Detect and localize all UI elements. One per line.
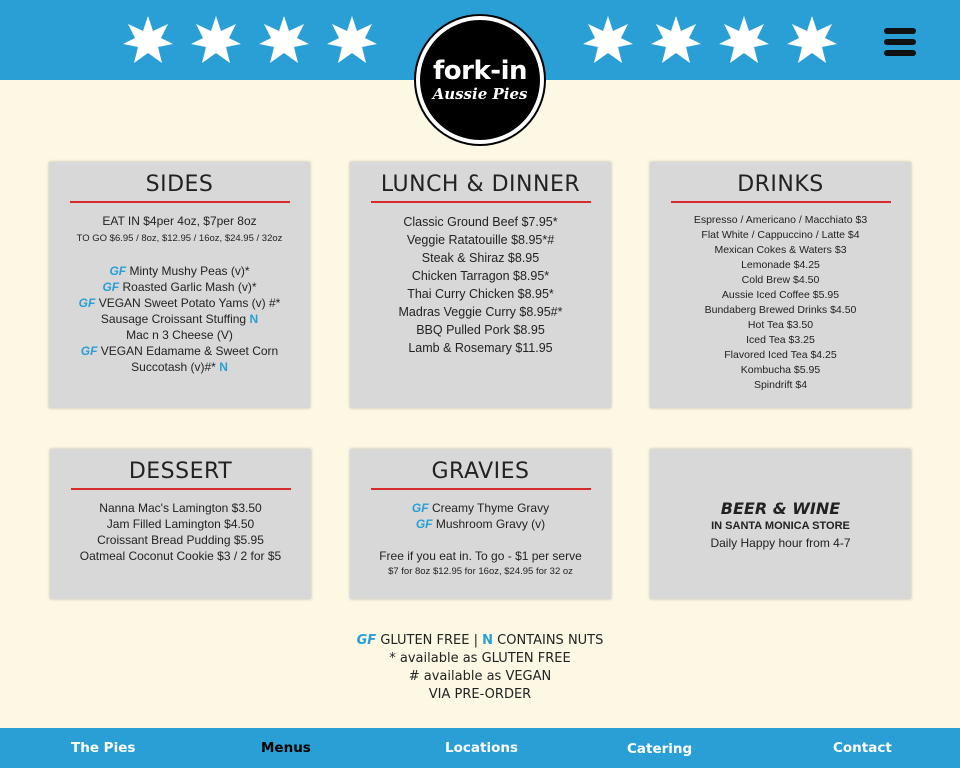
gravies-title: GRAVIES (371, 459, 591, 490)
legend-vegan-available: # available as VEGAN (408, 669, 552, 684)
gf-badge: GF (80, 344, 98, 358)
list-item: Veggie Ratatouille $8.95*# (406, 233, 555, 247)
star-icon (122, 14, 174, 66)
nav-the-pies[interactable]: The Pies (71, 740, 136, 756)
lunch-title: LUNCH & DINNER (371, 172, 591, 203)
list-item: Thai Curry Chicken $8.95* (407, 287, 554, 301)
legend-preorder: VIA PRE-ORDER (428, 687, 532, 702)
dessert-card (50, 449, 311, 599)
lunch-dinner-card (350, 162, 611, 408)
nut-badge: N (249, 312, 259, 326)
legend-line: GF GLUTEN FREE | N CONTAINS NUTS (356, 633, 604, 648)
list-item: Croissant Bread Pudding $5.95 (97, 533, 264, 547)
hamburger-line (884, 39, 916, 45)
nav-locations[interactable]: Locations (445, 740, 518, 756)
nav-contact[interactable]: Contact (833, 740, 892, 756)
list-item: Succotash (v)#* N (131, 360, 228, 374)
list-item: Flat White / Cappuccino / Latte $4 (701, 229, 860, 241)
sides-card (49, 162, 310, 408)
beer-wine-card (650, 449, 911, 599)
star-icon (326, 14, 378, 66)
logo-main-text: fork-in (433, 56, 527, 86)
list-item: Nanna Mac's Lamington $3.50 (99, 501, 262, 515)
list-item: Mac n 3 Cheese (V) (126, 328, 233, 342)
gf-badge: GF (415, 517, 433, 531)
dietary-legend (280, 632, 680, 704)
gf-badge: GF (109, 264, 127, 278)
list-item: GF Roasted Garlic Mash (v)* (102, 280, 257, 294)
list-item: Aussie Iced Coffee $5.95 (721, 289, 840, 301)
list-item: Cold Brew $4.50 (741, 274, 820, 286)
list-item: GF Creamy Thyme Gravy (411, 501, 550, 515)
list-item: Sausage Croissant Stuffing N (100, 312, 259, 326)
list-item: Flavored Iced Tea $4.25 (724, 349, 837, 361)
list-item: Spindrift $4 (753, 379, 808, 391)
gf-badge: GF (356, 633, 377, 648)
drinks-title: DRINKS (671, 172, 891, 203)
nav-menus[interactable]: Menus (261, 740, 311, 756)
list-item: Hot Tea $3.50 (747, 319, 814, 331)
gravies-free-note: Free if you eat in. To go - $1 per serve (379, 549, 582, 563)
gravies-price-note: $7 for 8oz $12.95 for 16oz, $24.95 for 32 oz (388, 566, 573, 577)
list-item: Classic Ground Beef $7.95* (403, 215, 558, 229)
list-item: GF Minty Mushy Peas (v)* (109, 264, 250, 278)
star-icon (258, 14, 310, 66)
sides-title: SIDES (70, 172, 290, 203)
hamburger-menu-icon[interactable] (884, 28, 916, 56)
list-item: Mexican Cokes & Waters $3 (714, 244, 847, 256)
list-item: Lamb & Rosemary $11.95 (408, 341, 553, 355)
star-icon (582, 14, 634, 66)
list-item: Chicken Tarragon $8.95* (411, 269, 550, 283)
list-item: Kombucha $5.95 (740, 364, 821, 376)
list-item: Bundaberg Brewed Drinks $4.50 (704, 304, 857, 316)
hamburger-line (884, 50, 916, 56)
logo[interactable] (416, 16, 544, 144)
gf-badge: GF (102, 280, 120, 294)
list-item: Iced Tea $3.25 (746, 334, 815, 346)
list-item: GF Mushroom Gravy (v) (415, 517, 546, 531)
sides-to-go: TO GO $6.95 / 8oz, $12.95 / 16oz, $24.95 / 32oz (76, 233, 283, 244)
star-icon (190, 14, 242, 66)
sides-eat-in: EAT IN $4per 4oz, $7per 8oz (102, 214, 257, 228)
list-item: Jam Filled Lamington $4.50 (106, 517, 255, 531)
beer-title: BEER & WINE (720, 499, 841, 518)
gf-badge: GF (78, 296, 96, 310)
hamburger-line (884, 28, 916, 34)
dessert-title: DESSERT (71, 459, 291, 490)
list-item: BBQ Pulled Pork $8.95 (416, 323, 545, 337)
list-item: Madras Veggie Curry $8.95#* (398, 305, 563, 319)
list-item: Steak & Shiraz $8.95 (421, 251, 540, 265)
list-item: GF VEGAN Sweet Potato Yams (v) #* (78, 296, 281, 310)
star-icon (650, 14, 702, 66)
beer-hours: Daily Happy hour from 4-7 (710, 536, 851, 550)
star-icon (718, 14, 770, 66)
logo-sub-text: Aussie Pies (432, 85, 528, 103)
star-icon (786, 14, 838, 66)
nav-catering[interactable]: Catering (627, 741, 693, 757)
drinks-card (650, 162, 911, 408)
list-item: Oatmeal Coconut Cookie $3 / 2 for $5 (79, 549, 282, 563)
bottom-nav (0, 728, 960, 768)
list-item: Lemonade $4.25 (741, 259, 820, 271)
list-item: Espresso / Americano / Macchiato $3 (693, 214, 868, 226)
nut-badge: N (482, 633, 493, 648)
gravies-card (350, 449, 611, 599)
nut-badge: N (219, 360, 228, 374)
legend-gf-available: * available as GLUTEN FREE (389, 651, 571, 666)
list-item: GF VEGAN Edamame & Sweet Corn (80, 344, 279, 358)
gf-badge: GF (411, 501, 429, 515)
beer-store: IN SANTA MONICA STORE (711, 520, 850, 532)
